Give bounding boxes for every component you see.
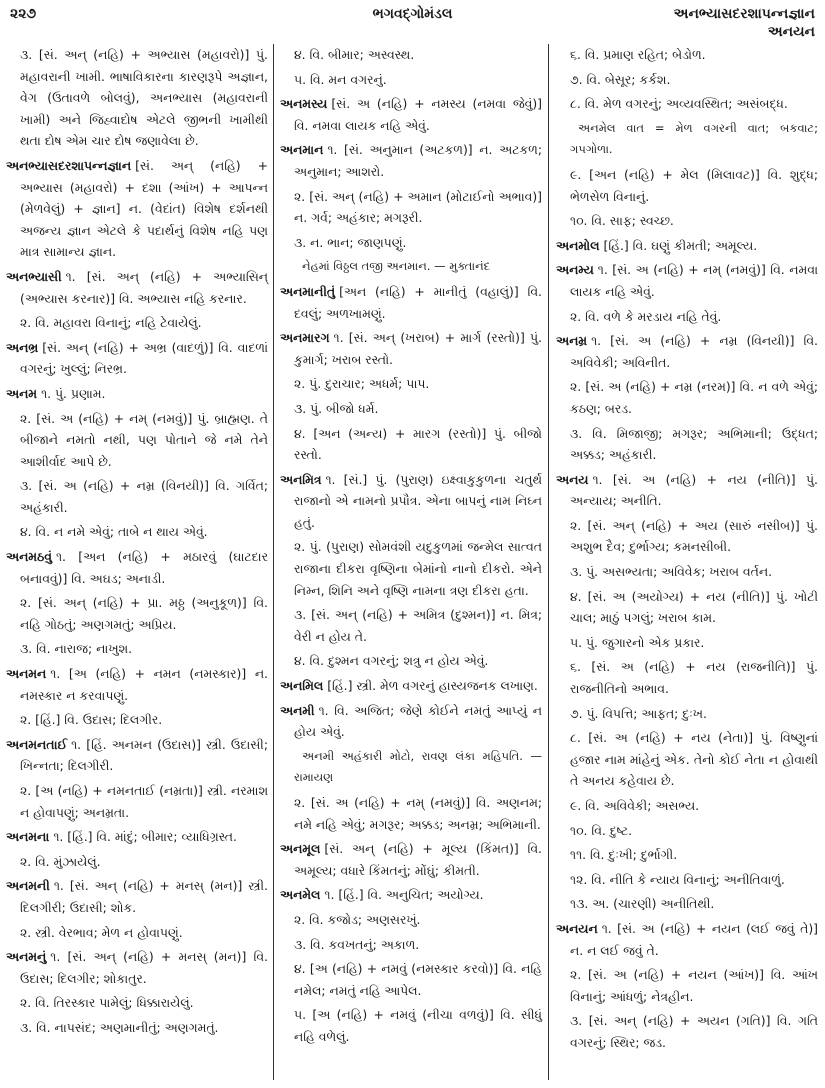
dictionary-entry — [280, 139, 542, 182]
definition-text: અનમી અહંકારી મોટો, રાવણ લંકા મહિપતિ. — રામાયણ — [294, 748, 542, 785]
definition-text: ૬. વિ. પ્રમાણ રહિત; બેડોળ. — [570, 47, 706, 62]
entry-sense — [556, 632, 818, 654]
column-3 — [556, 44, 818, 1057]
definition-text: ૧૩. અ. (ચારણી) અનીતિથી. — [570, 896, 715, 912]
dictionary-entry — [280, 700, 542, 743]
definition-text: ૨. [સં. અ (નહિ) + નયન (આંખ)] વિ. આંખ વિનાનું; આંધળું; નેત્રહીન. — [570, 967, 818, 1004]
entry-sense — [280, 604, 542, 647]
headword: અનભ્યાસદરશાપન્નજ્ઞાન — [6, 157, 132, 173]
headword: અનમોલ — [556, 237, 600, 253]
dictionary-entry — [556, 330, 818, 373]
definition-text: ૧. [સં. અન્ (નહિ) + અભ્યાસિન્ (અભ્યાસ કરનાર)] વિ. અભ્યાસ નહિ કરનાર. — [20, 268, 268, 306]
definition-text: ૩. વિ. કવખતનું; અકાળ. — [294, 936, 420, 952]
dictionary-entry — [6, 875, 268, 918]
definition-text: ૧. [અન (નહિ) + મઠારવું (ઘાટદાર બનાવવું)] વિ. અઘડ; અનાડી. — [20, 549, 268, 586]
definition-text: ૧. [હિં. અનમન (ઉદાસ)] સ્ત્રી. ઉદાસી; ખિન્નતા; દિલગીરી. — [20, 736, 268, 774]
entry-sense — [556, 844, 818, 866]
definition-text: અનમેલ વાત = મેળ વગરની વાત; બકવાટ; ગપગોળા. — [570, 120, 818, 157]
dictionary-entry — [6, 155, 268, 263]
entry-sense — [6, 638, 268, 660]
headword: અનયન — [556, 920, 598, 936]
headword: અનમ્ર — [556, 333, 588, 349]
definition-text: ૨. વિ. મહાવરા વિનાનું; નહિ ટેવાયેલું. — [20, 315, 202, 331]
definition-text: ૨. [હિં.] વિ. ઉદાસ; દિલગીર. — [20, 712, 163, 728]
definition-text: ૭. વિ. બેસૂર; કર્કશ. — [570, 71, 671, 87]
definition-text: ૩. [સં. અન્ (નહિ) + અભ્યાસ (મહાવરો)] પું. મહાવરાની ખામી. ભાષાવિકારના કારણરૂપે અજ્ઞાન, વેગ (ઉતાવળે બોલવું), અનભ્યાસ (મહાવરાની ખામી) અને જિહ્વાદોષ એટલે જીભની ખામીથી થતા દોષ એમ ચાર દોષ જણાવેલા છે. — [20, 47, 268, 149]
definition-text: ૬. [સં. અ (નહિ) + નય (રાજનીતિ)] પું. રાજનીતિનો અભાવ. — [570, 659, 818, 697]
definition-text: [સં. અ (નહિ) + નમસ્ય (નમવા જેવું)] વિ. નમવા લાયક નહિ એવું. — [294, 96, 542, 133]
definition-text: ૯. [અન (નહિ) + મેલ (મિલાવટ)] વિ. શુદ્ધ; ભેળસેળ વિનાનું. — [570, 166, 818, 204]
definition-text: ૪. [અ (નહિ) + નમવું (નમસ્કાર કરવો)] વિ. નહિ નમેલ; નમતું નહિ આપેલ. — [294, 961, 542, 998]
definition-text: [હિં.] સ્ત્રી. મેળ વગરનું હાસ્યજનક લખાણ. — [327, 678, 538, 694]
headword: અનમ્ય — [556, 262, 594, 278]
entry-sense — [6, 709, 268, 731]
definition-text: ૮. [સં. અ (નહિ) + નય (નેતા)] પું. વિષ્ણુનાં હજાર નામ માંહેનું એક. તેનો કોઈ નેતા ન હોવાથી તે અનય કહેવાય છે. — [570, 730, 818, 789]
definition-text: ૫. પું. જુગારનો એક પ્રકાર. — [570, 634, 705, 650]
definition-text: ૪. વિ. બીમાર; અસ્વસ્થ. — [294, 47, 415, 62]
dictionary-entry — [6, 734, 268, 777]
definition-text: ૨. વિ. કજોડ; અણસરખું. — [294, 911, 421, 927]
entry-sense — [556, 703, 818, 725]
definition-text: ૨. [સં. અ (નહિ) + નમ્ર (નરમ)] વિ. ન વળે એવું; કઠણ; બરડ. — [570, 379, 818, 416]
definition-text: ૨. [અ (નહિ) + નમનતાઈ (નમ્રતા)] સ્ત્રી. નરમાશ ન હોવાપણું; અનમ્રતા. — [20, 783, 268, 820]
definition-text: ૪. [અન (અન્ય) + મારગ (રસ્તો)] પું. બીજો રસ્તો. — [294, 425, 542, 463]
entry-sense — [556, 210, 818, 232]
headword: અનમૂલ — [280, 841, 321, 857]
entry-sense — [280, 934, 542, 956]
definition-text: ૧. [સં. અન્ (નહિ) + મનસ્ (મન)] વિ. ઉદાસ; દિલગીર; શોકાતુર. — [20, 949, 268, 986]
headword: અનમાન — [280, 142, 324, 158]
dictionary-entry — [280, 884, 542, 906]
definition-text: ૧. [સં.] પું. (પુરાણ) ઇક્ષ્વાકુકુળના ચતુર્થ રાજાનો એ નામનો પ્રપૌત્ર. એના બાપનું નામ નિઘ્ન હતું. — [294, 471, 542, 530]
definition-text: ૧. [અ (નહિ) + નમન (નમસ્કાર)] ન. નમસ્કાર ન કરવાપણું. — [20, 666, 268, 703]
headword: અનભ્ર — [6, 339, 39, 355]
headword: અનમિલ — [280, 678, 324, 694]
definition-text: ૩. વિ. નારાજ; નાખુશ. — [20, 641, 133, 657]
definition-text: ૧૧. વિ. દુઃખી; દુર્ભાગી. — [570, 847, 678, 863]
headword: અનમાનીતું — [280, 283, 336, 299]
entry-sense — [556, 869, 818, 891]
dictionary-entry — [6, 266, 268, 309]
definition-text: ૨. પું. દુરાચાર; અધર્મ; પાપ. — [294, 376, 430, 392]
definition-text: ૨. [સં. અ (નહિ) + નમ્ (નમવું)] વિ. અણનમ; નમે નહિ એવું; મગરૂર; અક્કડ; અનમ્ર; અભિમાની. — [294, 795, 542, 832]
dictionary-entry — [6, 337, 268, 380]
headword: અનમનું — [6, 949, 47, 965]
definition-text: ૩. વિ. મિજાજી; મગરૂર; અભિમાની; ઉદ્ધત; અક્કડ; અહંકારી. — [570, 425, 818, 463]
entry-sense — [556, 1010, 818, 1053]
definition-text: [સં. અન્ (નહિ) + મૂલ્ય (કિંમત)] વિ. અમૂલ્ય; વધારે કિંમતનું; મોંઘું; કીમતી. — [294, 841, 542, 878]
entry-sense — [280, 536, 542, 601]
entry-sense — [556, 423, 818, 466]
entry-sense — [556, 69, 818, 91]
entry-sense — [6, 992, 268, 1014]
dictionary-entry — [6, 546, 268, 589]
definition-text: ૯. વિ. અવિવેકી; અસભ્ય. — [570, 798, 700, 813]
definition-text: ૧. [સં. અન્ (નહિ) + મનસ્ (મન)] સ્ત્રી. દિલગીરી; ઉદાસી; શોક. — [20, 878, 268, 915]
entry-sense — [280, 650, 542, 672]
headword: અનમ — [6, 385, 38, 401]
definition-text: ૮. વિ. મેળ વગરનું; અવ્યવસ્થિત; અસંબદ્ધ. — [570, 96, 788, 112]
entry-sense — [556, 893, 818, 915]
dictionary-entry — [6, 383, 268, 405]
definition-text: ૪. વિ. ન નમે એવું; તાબે ન થાય એવું. — [20, 524, 208, 540]
entry-sense — [6, 408, 268, 473]
definition-text: ૨. [સં. અન્ (નહિ) + અય (સારું નસીબ)] પું. અશુભ દૈવ; દુર્ભાગ્ય; કમનસીબી. — [570, 517, 818, 555]
entry-quotation — [556, 118, 818, 161]
column-2 — [280, 44, 542, 1051]
column-divider — [548, 44, 549, 1080]
dictionary-entry — [280, 838, 542, 881]
headword: અનમારગ — [280, 330, 330, 346]
dictionary-entry — [556, 918, 818, 961]
headword: અનમિત્ર — [280, 471, 322, 487]
entry-quotation — [280, 256, 542, 278]
column-divider — [273, 44, 274, 1080]
entry-sense — [556, 795, 818, 817]
entry-quotation — [280, 746, 542, 789]
definition-text: ૩. [સં. અન્ (નહિ) + અયન (ગતિ)] વિ. ગતિ વગરનું; સ્થિર; જડ. — [570, 1013, 818, 1050]
definition-text: [સં. અન્ (નહિ) + અભ્યાસ (મહાવરો) + દશા (આંખ) + આપન્ન (મેળવેલું) + જ્ઞાન] ન. (વેદાંત) વિશેષ દર્શનથી અજન્ય જ્ઞાન એટલે કે પદાર્થનું વિશેષ નહિ પણ માત્ર સામાન્ય જ્ઞાન. — [20, 157, 268, 260]
entry-sense — [280, 186, 542, 229]
entry-sense — [556, 93, 818, 115]
dictionary-entry — [556, 259, 818, 302]
guide-word-first: અનભ્યાસદરશાપન્નજ્ઞાન — [673, 6, 815, 22]
dictionary-entry — [280, 675, 542, 697]
column-1 — [6, 44, 268, 1042]
definition-text: [સં. અન્ (નહિ) + અભ્ર (વાદળું)] વિ. વાદળાં વગરનું; ખુલ્લું; નિરભ્ર. — [20, 339, 268, 377]
definition-text: નેહમાં વિઠ્ઠલ તજી અનમાન. — મુક્તાનંદ — [302, 259, 491, 274]
entry-sense — [6, 922, 268, 944]
entry-sense — [280, 373, 542, 395]
entry-sense — [556, 964, 818, 1007]
definition-text: ૧. [સં. અ (નહિ) + નયન (લઈ જવું તે)] ન. ન લઈ જવું તે. — [570, 920, 818, 958]
definition-text: ૨. વિ. વળે કે મરડાય નહિ તેવું. — [570, 308, 722, 324]
dictionary-entry — [6, 946, 268, 989]
entry-sense — [6, 851, 268, 873]
definition-text: ૨. [સં. અન્ (નહિ) + અમાન (મોટાઈનો અભાવ)] ન. ગર્વ; અહંકાર; મગરૂરી. — [294, 188, 542, 226]
page-number: ૨૨૭ — [10, 6, 37, 22]
definition-text: ૨. સ્ત્રી. વેરભાવ; મેળ ન હોવાપણું. — [20, 924, 183, 940]
headword: અનભ્યાસી — [6, 268, 62, 284]
headword: અનમેલ — [280, 887, 321, 903]
headword: અનમનતાઈ — [6, 736, 68, 752]
definition-text: ૧૦. વિ. દુષ્ટ. — [570, 822, 633, 838]
entry-sense — [280, 909, 542, 931]
entry-sense — [280, 958, 542, 1001]
definition-text: ૩. વિ. નાપસંદ; અણમાનીતું; અણગમતું. — [20, 1019, 219, 1035]
entry-sense — [280, 398, 542, 420]
entry-sense — [556, 586, 818, 629]
entry-sense — [556, 164, 818, 207]
headword: અનમન — [6, 666, 47, 682]
entry-sense — [556, 820, 818, 842]
definition-text: ૧. [સં. અન્ (ખરાબ) + માર્ગ (રસ્તો)] પું. કુમાર્ગ; ખરાબ રસ્તો. — [294, 330, 542, 367]
definition-text: ૨. [સં. અન્ (નહિ) + પ્રા. મઠ્ઠ (અનુકૂળ)] વિ. નહિ ગોઠતું; અણગમતું; અપ્રિય. — [20, 595, 268, 632]
entry-sense — [6, 521, 268, 543]
dictionary-entry — [6, 826, 268, 848]
guide-word-last: અનયન — [767, 24, 815, 40]
entry-sense — [280, 69, 542, 91]
definition-text: ૨. [સં. અ (નહિ) + નમ્ (નમવું)] પું. બ્રાહ્મણ. તે બીજાને નમતો નથી, પણ પોતાને જે નમે તેને આશીર્વાદ આપે છે. — [20, 410, 268, 469]
definition-text: ૧. [સં. અ (નહિ) + નય (નીતિ)] પું. અન્યાય; અનીતિ. — [570, 471, 818, 509]
definition-text: ૨. પું. (પુરાણ) સોમવંશી યદુકુળમાં જન્મેલ સાત્વત રાજાના દીકરા વૃષ્ણિના બેમાંનો નાનો દીકરો. એને નિમ્ન, શિનિ અને વૃષ્ણિ નામના ત્રણ દીકરા હતા. — [294, 539, 542, 598]
book-title: ભગવદ્ગોમંડલ — [372, 6, 453, 22]
entry-sense — [6, 780, 268, 823]
entry-sense — [6, 1017, 268, 1039]
dictionary-entry — [556, 235, 818, 257]
definition-text: ૩. પું. અસભ્યતા; અવિવેક; ખરાબ વર્તન. — [570, 564, 773, 580]
entry-sense — [280, 232, 542, 254]
headword: અનમની — [6, 878, 50, 894]
definition-text: ૧. [સં. અ (નહિ) + નમ્ (નમવું)] વિ. નમવા લાયક નહિ એવું. — [570, 262, 818, 299]
definition-text: ૪. વિ. દુશ્મન વગરનું; શત્રુ ન હોય એવું. — [294, 653, 489, 669]
definition-text: ૫. [અ (નહિ) + નમવું (નીચા વળવું)] વિ. સીધું નહિ વળેલું. — [294, 1007, 542, 1044]
definition-text: ૧૨. વિ. નીતિ કે ન્યાય વિનાનું; અનીતિવાળું. — [570, 871, 785, 887]
definition-text: ૩. ન. ભાન; જાણપણું. — [294, 234, 407, 250]
entry-sense — [6, 592, 268, 635]
entry-sense — [556, 561, 818, 583]
definition-text: ૪. [સં. અ (અયોગ્ય) + નય (નીતિ)] પું. ખોટી ચાલ; માઠું પગલું; ખરાબ કામ. — [570, 588, 818, 626]
dictionary-entry — [280, 93, 542, 136]
definition-text: ૨. વિ. તિરસ્કાર પામેલું; ધિક્કારાયેલું. — [20, 995, 194, 1011]
definition-text: ૧. [સં. અનુમાન (અટકળ)] ન. અટકળ; અનુમાન; આશરો. — [294, 142, 542, 179]
entry-sense — [556, 44, 818, 66]
definition-text: ૫. વિ. મન વગરનું. — [294, 71, 387, 87]
entry-sense — [556, 656, 818, 699]
headword: અનમી — [280, 702, 315, 718]
definition-text: ૧. પું. પ્રણામ. — [41, 385, 106, 401]
entry-sense — [6, 475, 268, 518]
headword: અનય — [556, 471, 589, 487]
definition-text: ૩. [સં. અન્ (નહિ) + અમિત્ર (દુશ્મન)] ન. મિત્ર; વેરી ન હોય તે. — [294, 607, 542, 644]
dictionary-entry — [280, 327, 542, 370]
definition-text: ૩. [સં. અ (નહિ) + નમ્ર (વિનયી)] વિ. ગર્વિત; અહંકારી. — [20, 478, 268, 515]
headword: અનમઠવું — [6, 549, 52, 565]
definition-text: ૧૦. વિ. સાફ; સ્વચ્છ. — [570, 213, 674, 229]
entry-sense — [280, 44, 542, 66]
definition-text: ૧. [હિં.] વિ. માંદું; બીમાર; વ્યાધિગ્રસ્ત. — [53, 829, 237, 845]
entry-sense — [556, 515, 818, 558]
definition-text: ૨. વિ. મુંઝાયેલું. — [20, 853, 101, 869]
entry-sense — [556, 727, 818, 792]
headword: અનમના — [6, 829, 50, 845]
entry-sense — [6, 312, 268, 334]
headword: અનમસ્ય — [280, 96, 328, 112]
dictionary-entry — [556, 469, 818, 512]
entry-sense — [280, 423, 542, 466]
entry-sense — [280, 792, 542, 835]
definition-text: ૧. [સં. અ (નહિ) + નમ્ર (વિનયી)] વિ. અવિવેકી; અવિનીત. — [570, 333, 818, 370]
definition-text: ૧. વિ. અજિત; જેણે કોઈને નમતું આપ્યું ન હોય એવું. — [294, 702, 542, 740]
definition-text: ૭. પું. વિપત્તિ; આફત; દુઃખ. — [570, 705, 707, 721]
definition-text: ૧. [હિં.] વિ. અનુચિત; અયોગ્ય. — [324, 887, 484, 903]
dictionary-entry — [280, 281, 542, 324]
entry-sense — [556, 306, 818, 328]
definition-text: [હિં.] વિ. ઘણું કીમતી; અમૂલ્ય. — [603, 237, 758, 253]
dictionary-entry — [6, 663, 268, 706]
definition-text: ૩. પું. બીજો ધર્મ. — [294, 400, 379, 416]
entry-sense — [280, 1004, 542, 1047]
definition-text: [અન (નહિ) + માનીતું (વહાલું)] વિ. દવલું; અળખામણું. — [294, 283, 542, 321]
entry-sense — [6, 44, 268, 152]
entry-sense — [556, 376, 818, 419]
dictionary-entry — [280, 469, 542, 534]
